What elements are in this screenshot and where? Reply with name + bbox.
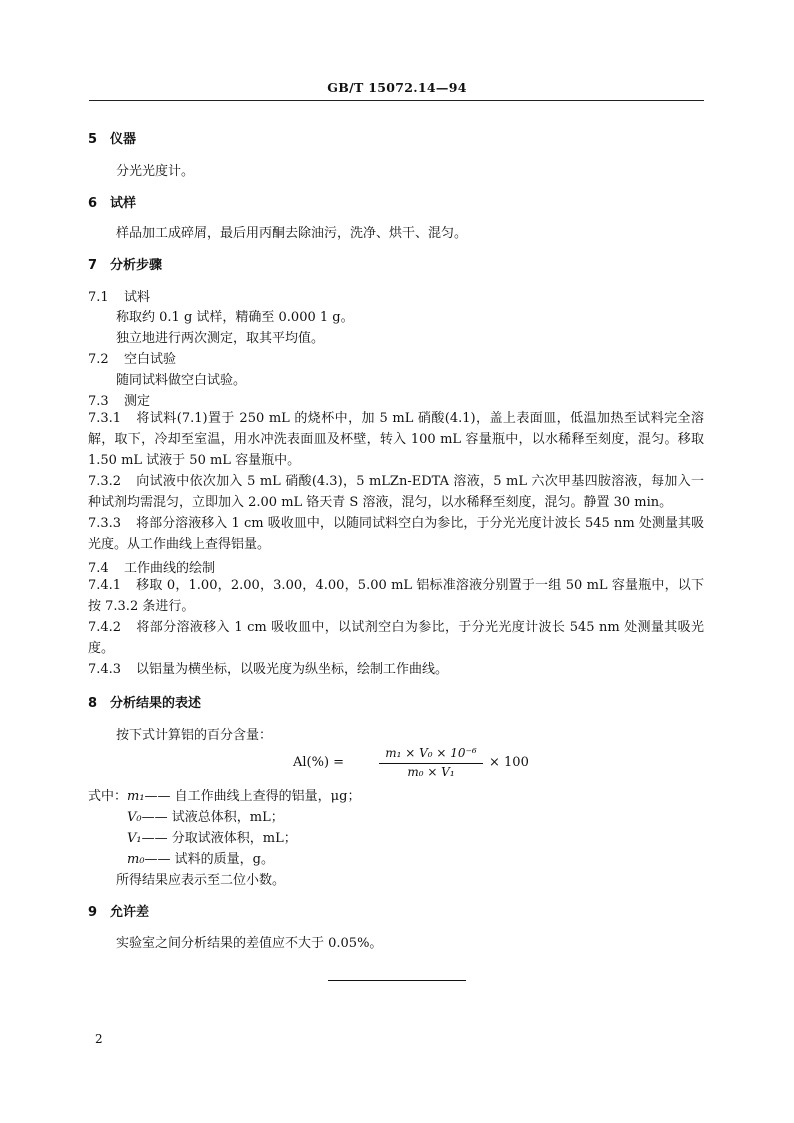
header-rule: [89, 100, 704, 101]
variable-m0-symbol: m₀: [127, 852, 145, 867]
subsection-7-2-heading: [88, 348, 176, 367]
section-5-title: 仪器: [110, 132, 137, 147]
section-7-heading: [88, 254, 162, 273]
section-5-number: 5: [88, 132, 98, 147]
paragraph-7-4-1-number: 7.4.1: [88, 578, 122, 593]
variable-m1-symbol: m₁: [127, 789, 145, 804]
aluminium-formula: [293, 746, 529, 782]
section-9-heading: [88, 901, 149, 920]
where-label: 式中：: [88, 789, 128, 804]
variable-v0-desc: —— 试液总体积，mL；: [141, 810, 284, 825]
paragraph-7-4-1-text: 移取 0，1.00，2.00，3.00，4.00，5.00 mL 铝标准溶液分别置于一组 50 mL 容量瓶中，以下按 7.3.2 条进行。: [88, 578, 704, 614]
paragraph-7-4-1: [88, 575, 704, 617]
section-8-heading: [88, 692, 201, 711]
subsection-7-1-line-1: 称取约 0.1 g 试样，精确至 0.000 1 g。: [116, 310, 354, 325]
variable-m1-desc: —— 自工作曲线上查得的铝量，μg；: [144, 789, 361, 804]
subsection-7-1-heading: [88, 286, 150, 305]
formula-lhs: Al(%) =: [293, 755, 345, 770]
fraction-bar: [379, 763, 483, 764]
paragraph-7-3-3: [88, 513, 704, 555]
paragraph-7-3-1-text: 将试料(7.1)置于 250 mL 的烧杯中，加 5 mL 硝酸(4.1)，盖上表面皿，低温加热至试料完全溶解，取下，冷却至室温，用水冲洗表面皿及杯壁，转入 100 mL 容量瓶中，以水稀释至刻度，混匀。移取 1.50 mL 试液于 50 mL 容量瓶中。: [88, 411, 704, 468]
variable-v1-desc: —— 分取试液体积，mL；: [141, 831, 297, 846]
section-7-number: 7: [88, 258, 98, 273]
section-9-title: 允许差: [110, 905, 150, 920]
end-of-document-rule: [328, 980, 466, 981]
paragraph-7-4-2-number: 7.4.2: [88, 620, 122, 635]
formula-rhs: × 100: [489, 755, 529, 770]
page-header: GB/T 15072.14—94: [327, 80, 467, 95]
variable-v1: [127, 827, 297, 846]
section-9-text: 实验室之间分析结果的差值应不大于 0.05%。: [116, 936, 383, 951]
section-9-number: 9: [88, 905, 98, 920]
subsection-7-2-number: 7.2: [88, 352, 109, 367]
subsection-7-2-line-1: 随同试料做空白试验。: [116, 373, 247, 388]
subsection-7-1-title: 试料: [124, 290, 151, 305]
subsection-7-1-number: 7.1: [88, 290, 109, 305]
subsection-7-4-number: 7.4: [88, 561, 109, 576]
section-6-number: 6: [88, 196, 98, 211]
page-number: 2: [95, 1032, 103, 1046]
subsection-7-4-heading: [88, 557, 215, 576]
paragraph-7-3-2-text: 向试液中依次加入 5 mL 硝酸(4.3)，5 mLZn-EDTA 溶液，5 mL 六次甲基四胺溶液，每加入一种试剂均需混匀，立即加入 2.00 mL 铬天青 S 溶液，混匀，以水稀释至刻度，混匀。静置 30 min。: [88, 474, 704, 510]
formula-fraction: [379, 746, 483, 779]
formula-numerator: m₁ × V₀ × 10⁻⁶: [385, 746, 477, 760]
variable-m0-desc: —— 试料的质量，g。: [144, 852, 275, 867]
subsection-7-3-number: 7.3: [88, 394, 109, 409]
variable-m0: [127, 848, 274, 867]
section-6-text: 样品加工成碎屑，最后用丙酮去除油污，洗净、烘干、混匀。: [116, 226, 468, 241]
variable-v0: [127, 806, 284, 825]
section-8-title: 分析结果的表述: [110, 696, 202, 711]
subsection-7-4-title: 工作曲线的绘制: [124, 561, 216, 576]
paragraph-7-3-3-number: 7.3.3: [88, 516, 122, 531]
subsection-7-2-title: 空白试验: [124, 352, 177, 367]
paragraph-7-4-3-text: 以铝量为横坐标，以吸光度为纵坐标，绘制工作曲线。: [136, 662, 449, 677]
section-8-intro: 按下式计算铝的百分含量：: [116, 728, 273, 743]
section-6-title: 试样: [110, 196, 137, 211]
paragraph-7-3-3-text: 将部分溶液移入 1 cm 吸收皿中，以随同试料空白为参比，于分光光度计波长 545 nm 处测量其吸光度。从工作曲线上查得铝量。: [88, 516, 704, 552]
paragraph-7-4-3: [88, 659, 704, 680]
section-7-title: 分析步骤: [110, 258, 163, 273]
result-precision-note: 所得结果应表示至二位小数。: [116, 873, 286, 888]
variable-v1-symbol: V₁: [127, 831, 142, 846]
paragraph-7-3-2: [88, 471, 704, 513]
section-5-heading: [88, 128, 136, 147]
paragraph-7-4-2: [88, 617, 704, 659]
section-8-number: 8: [88, 696, 98, 711]
variable-v0-symbol: V₀: [127, 810, 142, 825]
subsection-7-3-title: 测定: [124, 394, 151, 409]
section-6-heading: [88, 192, 136, 211]
paragraph-7-3-2-number: 7.3.2: [88, 474, 122, 489]
subsection-7-1-line-2: 独立地进行两次测定，取其平均值。: [116, 331, 325, 346]
section-5-text: 分光光度计。: [116, 164, 195, 179]
variable-m1: [127, 785, 360, 804]
paragraph-7-4-3-number: 7.4.3: [88, 662, 122, 677]
subsection-7-3-heading: [88, 390, 150, 409]
formula-denominator: m₀ × V₁: [407, 765, 455, 779]
paragraph-7-4-2-text: 将部分溶液移入 1 cm 吸收皿中，以试剂空白为参比，于分光光度计波长 545 nm 处测量其吸光度。: [88, 620, 704, 656]
paragraph-7-3-1: [88, 408, 704, 471]
paragraph-7-3-1-number: 7.3.1: [88, 411, 122, 426]
